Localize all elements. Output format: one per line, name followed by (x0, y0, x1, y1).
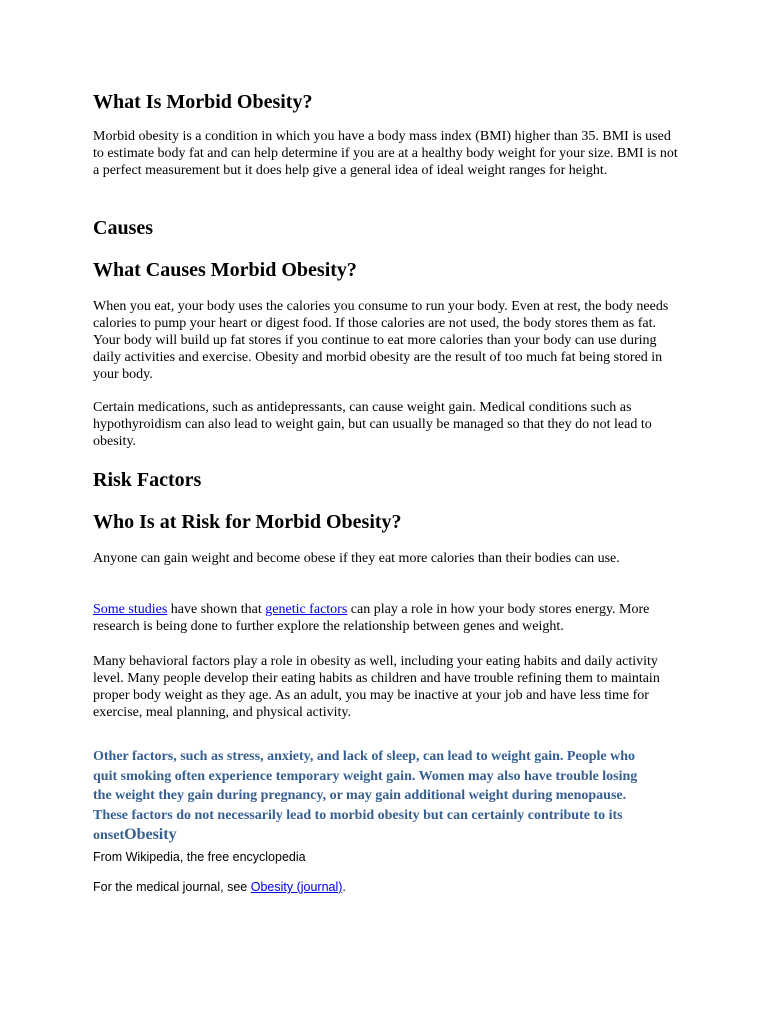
link-genetic-factors[interactable]: genetic factors (265, 602, 348, 617)
heading-risk-factors: Risk Factors (93, 469, 202, 491)
genetics-text-2: can play a role in how your body stores energy. More research is being done to further explore the relationship between genes and weight. (93, 602, 650, 634)
paragraph-genetics (93, 601, 683, 635)
obesity-title-inline: Obesity (124, 826, 177, 843)
paragraph-behavioral: Many behavioral factors play a role in obesity as well, including your eating habits and daily activity level. Many people develop their eating habits as children and have trouble refining them to maintain proper body weight as they age. As an adult, you may be inactive at your job and have less time for exercise, meal planning, and physical activity. (93, 654, 660, 720)
other-factors-text: Other factors, such as stress, anxiety, and lack of sleep, can lead to weight gain. People who quit smoking often experience temporary weight gain. Women may also have trouble losing the weight they gain during pregnancy, or may gain additional weight during menopause. These factors do not necessarily lead to morbid obesity but can certainly contribute to its onset (93, 749, 638, 843)
heading-what-causes: What Causes Morbid Obesity? (93, 259, 357, 281)
heading-causes: Causes (93, 217, 154, 239)
paragraph-definition: Morbid obesity is a condition in which you have a body mass index (BMI) higher than 35. BMI is used to estimate body fat and can help determine if you are at a healthy body weight for your size. BMI is not a perfect measurement but it does help give a general idea of ideal weight ranges for height. (93, 129, 678, 178)
paragraph-other-factors (93, 747, 653, 846)
paragraph-causes-medications: Certain medications, such as antidepressants, can cause weight gain. Medical conditions such as hypothyroidism can also lead to weight gain, but can usually be managed so that they do not lead to obesity. (93, 400, 652, 449)
genetics-text-1: have shown that (167, 602, 266, 617)
link-obesity-journal[interactable]: Obesity (journal) (250, 880, 343, 894)
link-some-studies[interactable]: Some studies (93, 602, 168, 617)
paragraph-anyone: Anyone can gain weight and become obese if they eat more calories than their bodies can use. (93, 551, 620, 566)
journal-prefix: For the medical journal, see (93, 880, 251, 894)
paragraph-causes-calories: When you eat, your body uses the calories you consume to run your body. Even at rest, the body needs calories to pump your heart or digest food. If those calories are not used, the body stores them as fat. Your body will build up fat stores if you continue to eat more calories than your body can use during daily activities and exercise. Obesity and morbid obesity are the result of too much fat being stored in your body. (93, 299, 669, 382)
journal-hatnote (93, 880, 683, 895)
journal-suffix: . (342, 880, 346, 894)
wikipedia-subtitle: From Wikipedia, the free encyclopedia (93, 850, 306, 864)
heading-what-is-morbid-obesity: What Is Morbid Obesity? (93, 91, 313, 113)
heading-who-is-at-risk: Who Is at Risk for Morbid Obesity? (93, 511, 402, 533)
